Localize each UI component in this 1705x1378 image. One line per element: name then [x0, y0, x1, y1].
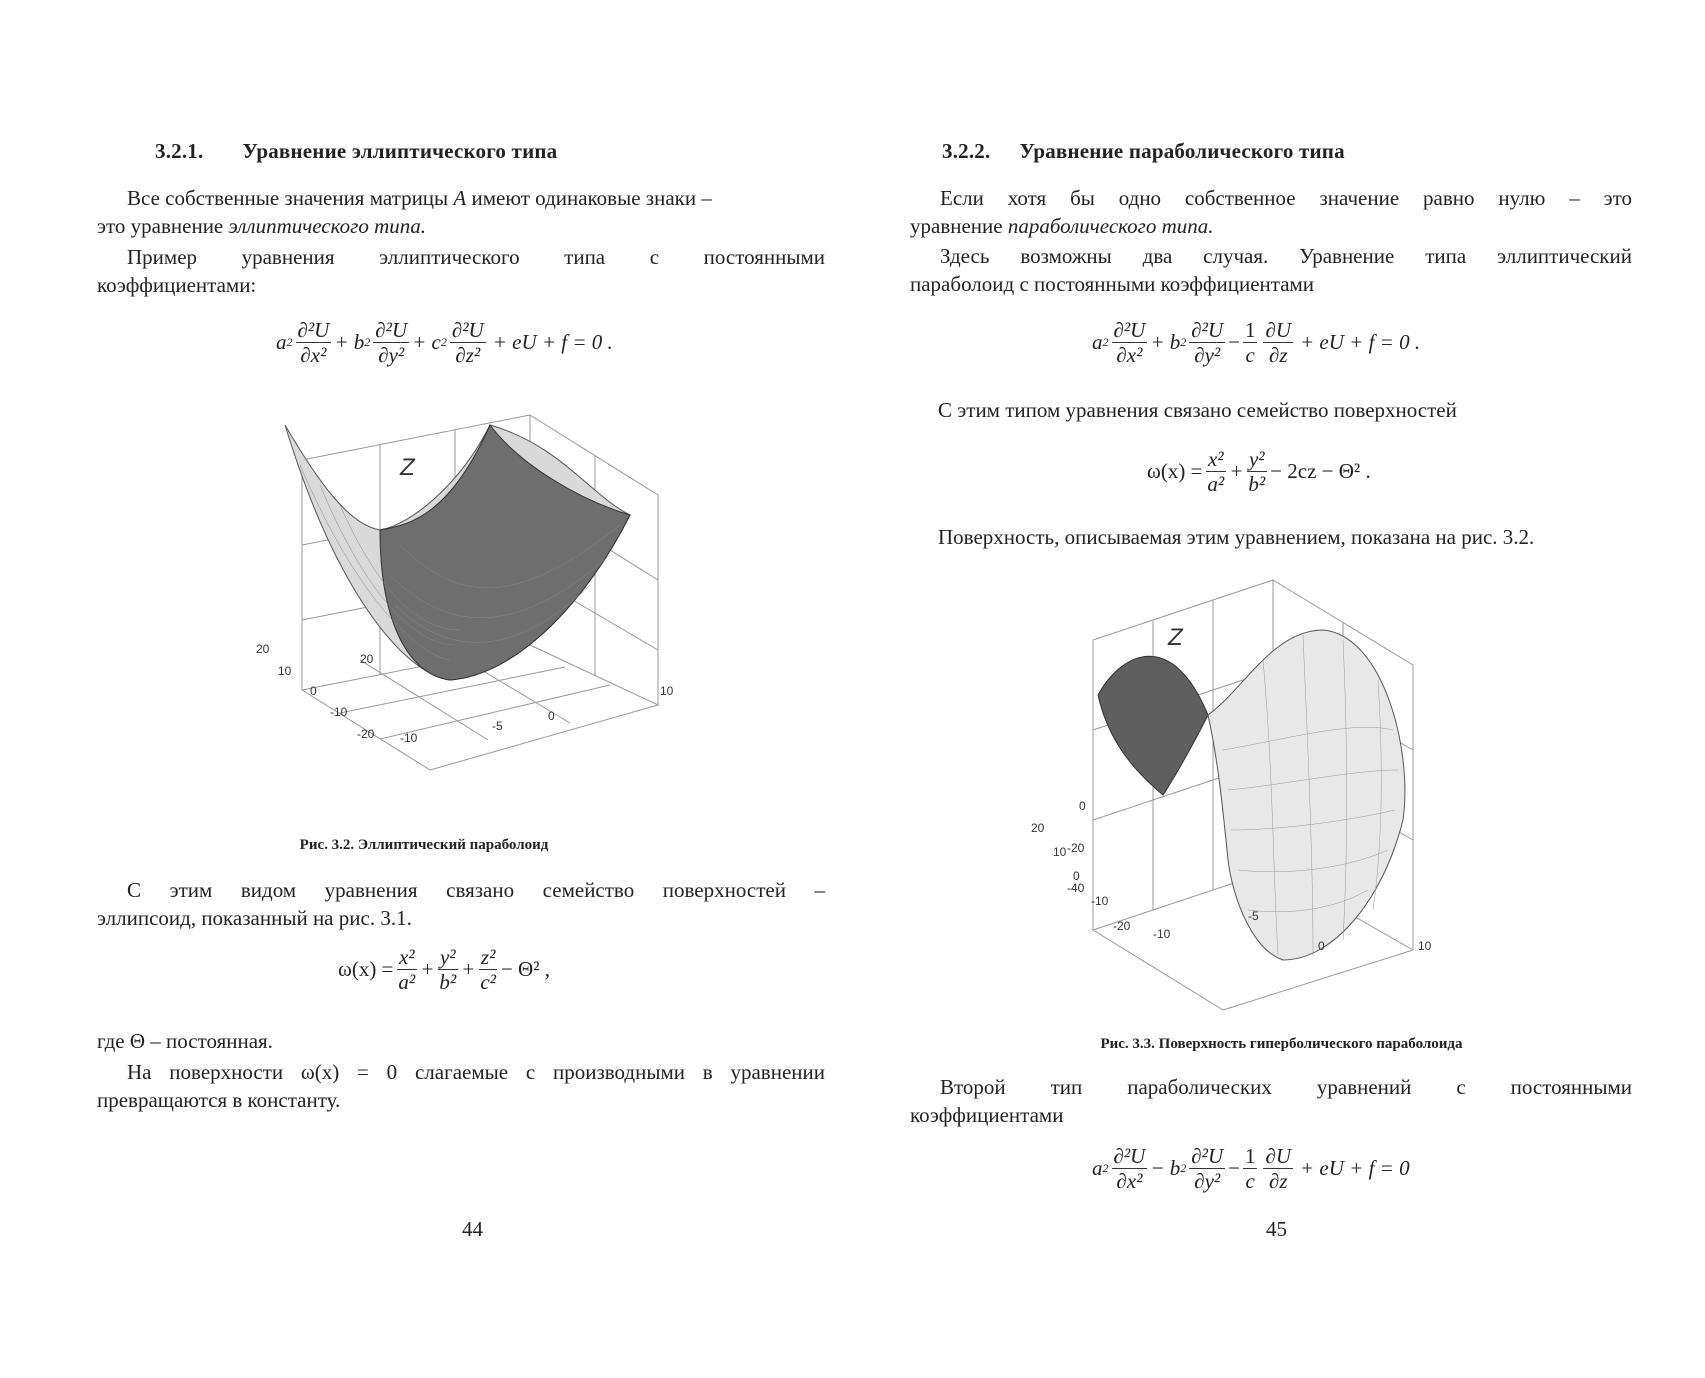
hyperbolic-paraboloid-plot — [1033, 570, 1473, 1020]
fraction — [1243, 1144, 1258, 1193]
tick-label: -10 — [1153, 927, 1171, 941]
denominator: c² — [480, 970, 496, 994]
numerator: z² — [480, 945, 496, 969]
fraction — [1263, 1144, 1293, 1193]
equation-tail: + eU + f = 0 . — [1300, 330, 1421, 354]
tick-label: -20 — [357, 727, 375, 741]
numerator: y² — [1248, 447, 1265, 471]
coef-c: + c — [412, 330, 441, 354]
equation-parabolic-1: a 2 $\frac{\text{∂²U}}{\text{∂x²}}$ + b 2 $\frac{\text{∂²U}}{\text{∂y²}}$ − $\frac{1}{c}$ $\frac{\partial U}{\partial z}$ + eU + f = 0 . — [1092, 318, 1421, 367]
tick-label: 0 — [1318, 939, 1325, 953]
text-line: Пример уравнения эллиптического типа с постоянными — [127, 245, 825, 269]
fraction — [437, 945, 458, 994]
surface-saddle-right — [1208, 630, 1405, 960]
denominator: b² — [439, 970, 457, 994]
denominator: ∂x² — [300, 343, 327, 367]
tick-label: -20 — [1067, 841, 1085, 855]
tick-label: 0 — [548, 709, 555, 723]
denominator: a² — [1207, 472, 1225, 496]
numerator: ∂²U — [1191, 318, 1224, 342]
surface-front — [380, 425, 630, 680]
denominator: ∂z — [1268, 1169, 1288, 1193]
paragraph-2 — [910, 242, 1632, 298]
fraction — [1189, 318, 1225, 367]
numerator: x² — [398, 945, 415, 969]
tick-label: -10 — [330, 705, 348, 719]
paragraph-5 — [97, 1058, 825, 1114]
matrix-symbol: A — [453, 186, 467, 210]
denominator: c — [1245, 343, 1255, 367]
numerator: 1 — [1244, 1144, 1256, 1168]
denominator: ∂z² — [455, 343, 481, 367]
denominator: ∂z — [1268, 343, 1288, 367]
numerator: ∂²U — [1113, 1144, 1146, 1168]
numerator: x² — [1207, 447, 1224, 471]
paragraph-1 — [97, 184, 825, 240]
fraction — [396, 945, 417, 994]
paragraph-4: Поверхность, описываемая этим уравнением, показана на рис. 3.2. — [938, 525, 1535, 549]
denominator: ∂y² — [378, 343, 405, 367]
tick-label: 10 — [278, 664, 292, 678]
italic-term: эллиптического типа. — [228, 214, 426, 238]
numerator: ∂²U — [1113, 318, 1146, 342]
tick-label: -10 — [400, 731, 418, 745]
tick-label: 10 — [660, 684, 674, 698]
fraction — [450, 318, 486, 367]
figure-elliptic-paraboloid — [256, 405, 680, 815]
coef-a: a — [1092, 330, 1103, 354]
coef-a: a — [276, 330, 287, 354]
tick-label: 0 — [310, 684, 317, 698]
page-number: 45 — [1266, 1217, 1287, 1241]
coef-b: − b — [1150, 1156, 1181, 1180]
text-line: Если хотя бы одно собственное значение равно нулю – это — [940, 186, 1632, 210]
section-title: Уравнение параболического типа — [1019, 139, 1345, 163]
tick-label: 20 — [1031, 821, 1045, 835]
numerator: y² — [439, 945, 456, 969]
operator: − — [1228, 330, 1240, 354]
numerator: ∂²U — [1191, 1144, 1224, 1168]
fraction — [1112, 1144, 1148, 1193]
denominator: ∂x² — [1116, 1169, 1143, 1193]
figure-hyperbolic-paraboloid — [1033, 570, 1473, 1020]
equation-tail: + eU + f = 0 — [1300, 1156, 1410, 1180]
text-line: На поверхности ω(x) = 0 слагаемые с производными в уравнении — [127, 1060, 825, 1084]
tick-label: 10 — [1053, 845, 1067, 859]
fraction — [1243, 318, 1258, 367]
numerator: 1 — [1244, 318, 1256, 342]
equation-tail: − Θ² , — [500, 957, 551, 981]
section-number: 3.2.2. — [942, 139, 991, 163]
equation-omega: ω(x) = $\frac{\text{x²}}{\text{a²}}$ + $\frac{\text{y²}}{\text{b²}}$ − 2cz − Θ² . — [1147, 447, 1371, 496]
text-run: уравнение — [910, 214, 1003, 238]
lhs: ω(x) = — [338, 957, 394, 981]
fraction — [373, 318, 409, 367]
denominator: ∂y² — [1194, 1169, 1221, 1193]
paragraph-3 — [97, 876, 825, 932]
numerator: ∂U — [1265, 318, 1291, 342]
lhs: ω(x) = — [1147, 459, 1203, 483]
operator: − — [1228, 1156, 1240, 1180]
text-run: имеют одинаковые знаки – — [471, 186, 712, 210]
fraction — [296, 318, 332, 367]
fraction — [1263, 318, 1293, 367]
elliptic-paraboloid-plot — [256, 405, 680, 815]
text-line: Здесь возможны два случая. Уравнение типа эллиптический — [940, 244, 1632, 268]
fraction — [478, 945, 498, 994]
paragraph-4: где Θ – постоянная. — [97, 1029, 273, 1053]
text-run: это уравнение — [97, 214, 224, 238]
figure-caption: Рис. 3.3. Поверхность гиперболического параболоида — [1100, 1036, 1463, 1052]
coef-b: + b — [334, 330, 365, 354]
axis-label-z: Z — [400, 454, 415, 481]
tick-label: 0 — [1073, 869, 1080, 883]
fraction — [1246, 447, 1267, 496]
tick-label: 20 — [256, 642, 270, 656]
tick-label: -10 — [1091, 894, 1109, 908]
text-line: коэффициентами — [910, 1103, 1064, 1127]
numerator: ∂U — [1265, 1144, 1291, 1168]
page-number: 44 — [462, 1217, 483, 1241]
left-page — [0, 0, 848, 1378]
tick-label: 20 — [360, 652, 374, 666]
equation-tail: + eU + f = 0 . — [492, 330, 613, 354]
equation-tail: − 2cz − Θ² . — [1270, 459, 1371, 483]
text-line: С этим видом уравнения связано семейство поверхностей – — [127, 878, 825, 902]
denominator: b² — [1248, 472, 1266, 496]
equation-parabolic-2: a 2 $\frac{\text{∂²U}}{\text{∂x²}}$ − b 2 $\frac{\text{∂²U}}{\text{∂y²}}$ − $\frac{1}{c}$ $\frac{\partial U}{\partial z}$ + eU + f = 0 — [1092, 1144, 1410, 1193]
surface-saddle-left — [1098, 656, 1208, 795]
text-line: превращаются в константу. — [97, 1088, 341, 1112]
section-heading-3-2-2 — [942, 139, 1345, 164]
text-line: параболоид с постоянными коэффициентами — [910, 272, 1315, 296]
coef-a: a — [1092, 1156, 1103, 1180]
tick-label: 0 — [1079, 799, 1086, 813]
figure-caption: Рис. 3.2. Эллиптический параболоид — [299, 837, 549, 853]
tick-label: -5 — [1248, 909, 1259, 923]
text-line: эллипсоид, показанный на рис. 3.1. — [97, 906, 412, 930]
fraction — [1205, 447, 1226, 496]
section-heading-3-2-1 — [155, 139, 557, 164]
right-page — [848, 0, 1695, 1378]
paragraph-2 — [97, 243, 825, 299]
denominator: ∂x² — [1116, 343, 1143, 367]
paragraph-1 — [910, 184, 1632, 240]
denominator: c — [1245, 1169, 1255, 1193]
text-run: Все собственные значения матрицы — [127, 186, 449, 210]
paragraph-3: С этим типом уравнения связано семейство поверхностей — [938, 398, 1457, 422]
fraction — [1189, 1144, 1225, 1193]
section-title: Уравнение эллиптического типа — [242, 139, 558, 163]
paragraph-5 — [910, 1073, 1632, 1129]
coef-b: + b — [1150, 330, 1181, 354]
tick-label: -5 — [492, 719, 503, 733]
text-line: коэффициентами: — [97, 273, 257, 297]
numerator: ∂²U — [375, 318, 408, 342]
numerator: ∂²U — [451, 318, 484, 342]
tick-label: -20 — [1113, 919, 1131, 933]
tick-label: 10 — [1418, 939, 1432, 953]
italic-term: параболического типа. — [1007, 214, 1214, 238]
section-number: 3.2.1. — [155, 139, 204, 163]
text-line: Второй тип параболических уравнений с постоянными — [940, 1075, 1632, 1099]
tick-label: -40 — [1067, 881, 1085, 895]
denominator: a² — [398, 970, 416, 994]
axis-label-z: Z — [1168, 624, 1183, 651]
equation-elliptic: a 2 $\frac{\text{∂²U}}{\text{∂x²}}$ + b 2 $\frac{\text{∂²U}}{\text{∂y²}}$ + c 2 $\frac{\text{∂²U}}{\text{∂z²}}$ + eU + f = 0 . — [276, 318, 613, 367]
numerator: ∂²U — [297, 318, 330, 342]
equation-omega: ω(x) = $\frac{\text{x²}}{\text{a²}}$ + $\frac{\text{y²}}{\text{b²}}$ + $\frac{\text{z²}}{\text{c²}}$ − Θ² , — [338, 945, 551, 994]
fraction — [1112, 318, 1148, 367]
denominator: ∂y² — [1194, 343, 1221, 367]
